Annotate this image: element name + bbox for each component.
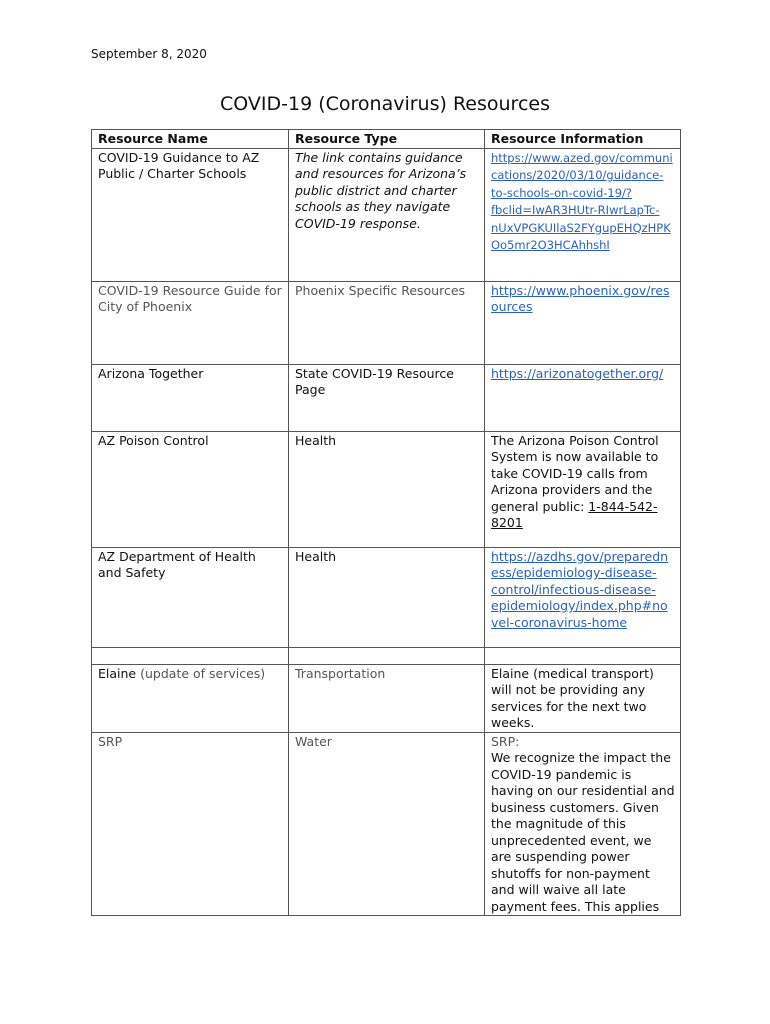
resource-type: Water xyxy=(295,733,332,749)
resource-info-cell xyxy=(485,281,681,364)
resource-link[interactable]: https://arizonatogether.org/ xyxy=(491,365,664,381)
table-row xyxy=(92,732,681,916)
resource-type: Phoenix Specific Resources xyxy=(295,282,466,298)
resource-info-cell xyxy=(485,732,681,916)
document-title: COVID-19 (Coronavirus) Resources xyxy=(220,93,550,115)
table-row xyxy=(92,148,681,281)
table-row xyxy=(92,547,681,647)
table-header-row xyxy=(92,130,681,149)
resource-name-cell xyxy=(92,148,289,281)
resource-type-cell xyxy=(289,281,485,364)
resource-name-cell xyxy=(92,732,289,916)
resource-name: Arizona Together xyxy=(98,365,204,381)
resource-info-heading: SRP: xyxy=(491,733,520,749)
resource-type-cell xyxy=(289,364,485,431)
resource-name-cell xyxy=(92,364,289,431)
resource-link[interactable]: https://azdhs.gov/preparedness/epidemiology-disease-control/infectious-disease-epidemiology/index.php#novel-coronavirus-home xyxy=(491,548,669,630)
resource-info-cell xyxy=(485,148,681,281)
phone-link[interactable]: 1-844-542-8201 xyxy=(491,498,658,530)
resource-type: Health xyxy=(295,548,337,564)
table-row xyxy=(92,664,681,732)
resource-name: AZ Department of Health and Safety xyxy=(98,548,256,580)
resource-info-cell xyxy=(485,547,681,647)
resource-type: Health xyxy=(295,432,337,448)
table-row xyxy=(92,364,681,431)
resource-link[interactable]: https://www.phoenix.gov/resources xyxy=(491,282,670,314)
column-header-resource-information: Resource Information xyxy=(485,130,681,149)
column-header-resource-type: Resource Type xyxy=(289,130,485,149)
resource-name-cell xyxy=(92,281,289,364)
resource-name: SRP xyxy=(98,733,123,749)
resource-info-cell xyxy=(485,664,681,732)
resource-info-cell xyxy=(485,364,681,431)
empty-row xyxy=(92,647,681,664)
table-row xyxy=(92,281,681,364)
resource-type-cell xyxy=(289,547,485,647)
resource-name: Elaine xyxy=(98,665,137,681)
table-row xyxy=(92,431,681,547)
resource-name: COVID-19 Guidance to AZ Public / Charter Schools xyxy=(98,149,260,181)
resource-name: COVID-19 Resource Guide for City of Phoenix xyxy=(98,282,282,314)
resource-type: State COVID-19 Resource Page xyxy=(295,365,454,397)
resource-name-note: (update of services) xyxy=(140,665,266,681)
resource-name-cell xyxy=(92,547,289,647)
document-date: September 8, 2020 xyxy=(91,47,207,61)
resource-type-cell xyxy=(289,732,485,916)
resource-info: Elaine (medical transport) will not be providing any services for the next two weeks. xyxy=(491,665,654,730)
resource-name: AZ Poison Control xyxy=(98,432,209,448)
resource-name-cell xyxy=(92,431,289,547)
resource-info: We recognize the impact the COVID-19 pandemic is having on our residential and business customers. Given the magnitude of this unprecedented event, we are suspending power shutoffs for non-payment and will waive all late payment fees. This applies xyxy=(491,750,675,914)
resource-info: The Arizona Poison Control System is now available to take COVID-19 calls from Arizona providers and the general public: xyxy=(491,432,659,514)
resources-table xyxy=(91,129,681,916)
column-header-resource-name: Resource Name xyxy=(92,130,289,149)
resource-link[interactable]: https://www.azed.gov/communications/2020/03/10/guidance-to-schools-on-covid-19/?fbclid=IwAR3HUtr-RIwrLapTc-nUxVPGKUIlaS2FYgupEHQzHPKOo5mr2O3HCAhhshI xyxy=(491,150,673,252)
resource-type-cell xyxy=(289,431,485,547)
resource-name-cell xyxy=(92,664,289,732)
resource-info-cell xyxy=(485,431,681,547)
resource-type-cell xyxy=(289,148,485,281)
resource-type: Transportation xyxy=(295,665,386,681)
resource-type: The link contains guidance and resources for Arizona’s public district and charter schools as they navigate COVID-19 response. xyxy=(295,149,467,231)
resource-type-cell xyxy=(289,664,485,732)
